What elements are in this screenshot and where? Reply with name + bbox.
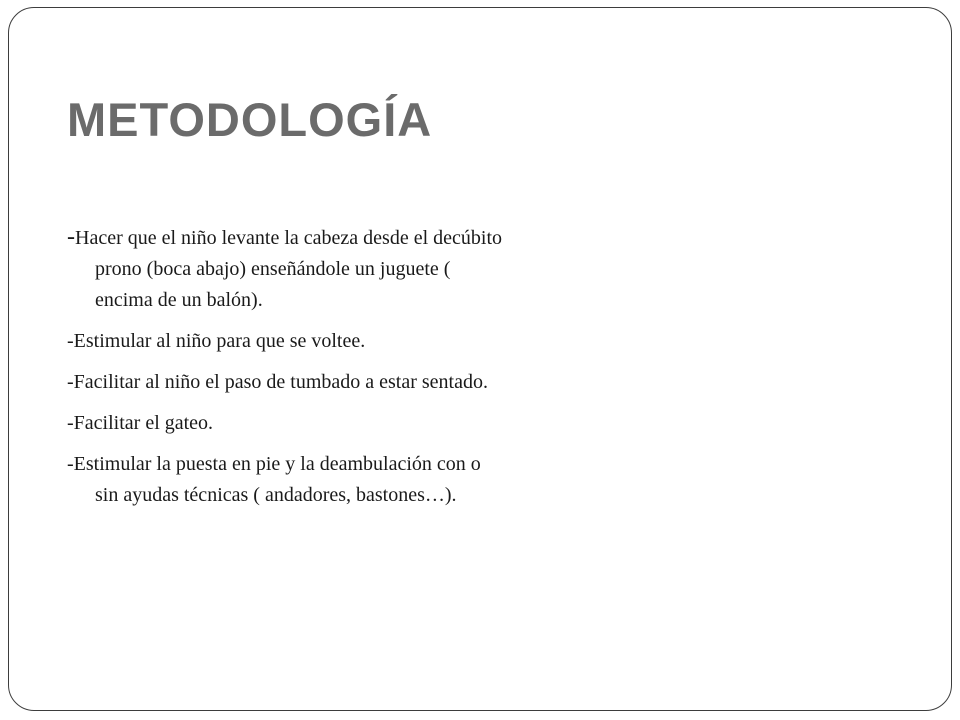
list-item (67, 222, 507, 316)
bullet-dash: - (67, 371, 74, 393)
bullet-dash: - (67, 412, 74, 434)
bullet-text: Hacer que el niño levante la cabeza desde el decúbito prono (boca abajo) enseñándole un juguete ( encima de un balón). (75, 227, 503, 311)
bullet-text: Facilitar al niño el paso de tumbado a estar sentado. (73, 371, 488, 393)
list-item (67, 367, 507, 398)
bullet-dash: - (67, 453, 74, 475)
bullet-text: Facilitar el gateo. (73, 412, 214, 434)
bullet-dash: - (67, 224, 75, 250)
bullet-list (67, 222, 507, 521)
bullet-text: Estimular al niño para que se voltee. (73, 330, 366, 352)
list-item (67, 408, 507, 439)
list-item (67, 326, 507, 357)
bullet-dash: - (67, 330, 74, 352)
slide-title: METODOLOGÍA (67, 93, 433, 146)
slide-frame (8, 7, 952, 711)
bullet-text: Estimular la puesta en pie y la deambulación con o sin ayudas técnicas ( andadores, bastones…). (73, 453, 481, 506)
list-item (67, 449, 507, 511)
